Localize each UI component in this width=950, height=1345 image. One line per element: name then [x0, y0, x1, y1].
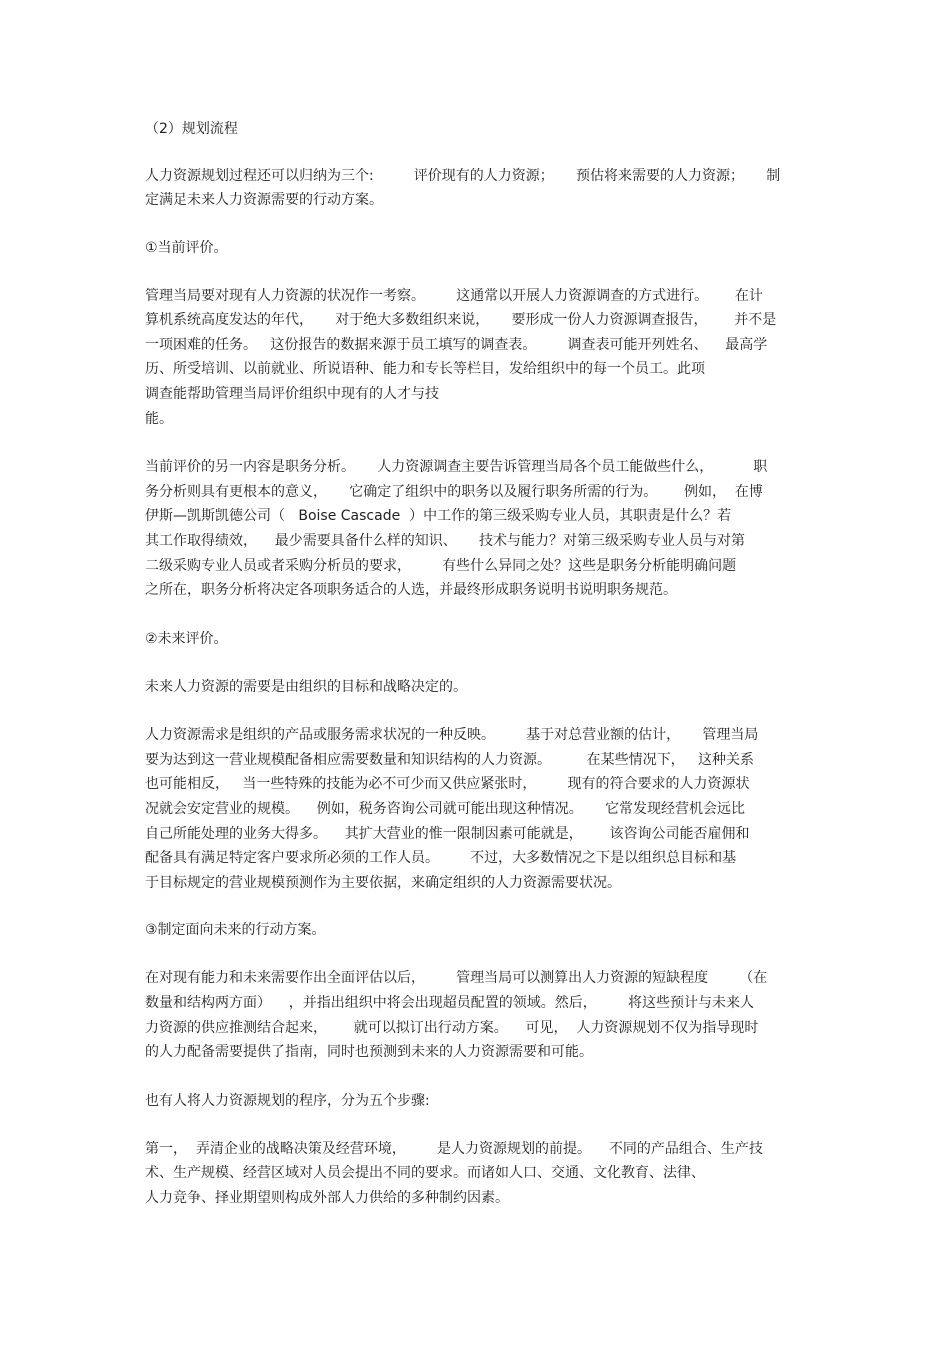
- paragraph-line: 在对现有能力和未来需要作出全面评估以后， 管理当局可以测算出人力资源的短缺程度 （在: [145, 970, 768, 986]
- paragraph-line: 定满足未来人力资源需要的行动方案。: [145, 192, 383, 208]
- paragraph-line: 未来人力资源的需要是由组织的目标和战略决定的。: [145, 679, 467, 695]
- section-heading: （2）规划流程: [145, 121, 238, 137]
- paragraph-line: 当前评价的另一内容是职务分析。 人力资源调查主要告诉管理当局各个员工能做些什么， 职: [145, 459, 768, 475]
- paragraph-line: 其工作取得绩效， 最少需要具备什么样的知识、 技术与能力？对第三级采购专业人员与对第: [145, 533, 746, 549]
- paragraph-line: 配备具有满足特定客户要求所必须的工作人员。 不过，大多数情况之下是以组织总目标和基: [145, 850, 737, 866]
- paragraph-line: 况就会安定营业的规模。 例如，税务咨询公司就可能出现这种情况。 它常发现经营机会远比: [145, 801, 746, 817]
- paragraph-line: 伊斯—凯斯凯德公司（ Boise Cascade ）中工作的第三级采购专业人员，其职责是什么？若: [145, 508, 732, 524]
- paragraph-line: 要为达到这一营业规模配备相应需要数量和知识结构的人力资源。 在某些情况下， 这种关系: [145, 752, 754, 768]
- paragraph-line: 人力竞争、择业期望则构成外部人力供给的多种制约因素。: [145, 1190, 509, 1206]
- paragraph-line: 算机系统高度发达的年代， 对于绝大多数组织来说， 要形成一份人力资源调查报告， 并不是: [145, 312, 777, 328]
- paragraph-line: 力资源的供应推测结合起来， 就可以拟订出行动方案。 可见， 人力资源规划不仅为指导现时: [145, 1020, 759, 1036]
- paragraph-line: 自己所能处理的业务大得多。 其扩大营业的惟一限制因素可能就是， 该咨询公司能否雇佣和: [145, 826, 750, 842]
- paragraph-line: 于目标规定的营业规模预测作为主要依据，来确定组织的人力资源需要状况。: [145, 875, 621, 891]
- paragraph-line: 术、生产规模、经营区域对人员会提出不同的要求。而诸如人口、交通、文化教育、法律、: [145, 1165, 705, 1181]
- paragraph-line: 能。: [145, 411, 173, 427]
- paragraph-line: 一项困难的任务。 这份报告的数据来源于员工填写的调查表。 调查表可能开列姓名、 最高学: [145, 337, 768, 353]
- paragraph-line: 二级采购专业人员或者采购分析员的要求， 有些什么异同之处？这些是职务分析能明确问题: [145, 558, 737, 574]
- paragraph-line: 也可能相反， 当一些特殊的技能为必不可少而又供应紧张时， 现有的符合要求的人力资源状: [145, 776, 750, 792]
- paragraph-line: 数量和结构两方面） ，并指出组织中将会出现超员配置的领域。然后， 将这些预计与未来人: [145, 995, 754, 1011]
- paragraph-line: 的人力配备需要提供了指南，同时也预测到未来的人力资源需要和可能。: [145, 1044, 593, 1060]
- paragraph-line: 之所在，职务分析将决定各项职务适合的人选，并最终形成职务说明书说明职务规范。: [145, 582, 677, 598]
- paragraph-line: 管理当局要对现有人力资源的状况作一考察。 这通常以开展人力资源调查的方式进行。 在计: [145, 288, 763, 304]
- paragraph-line: 务分析则具有更根本的意义， 它确定了组织中的职务以及履行职务所需的行为。 例如， 在博: [145, 484, 763, 500]
- paragraph-line: 也有人将人力资源规划的程序，分为五个步骤:: [145, 1093, 430, 1109]
- subheading: ①当前评价。: [145, 240, 228, 256]
- paragraph-line: 调查能帮助管理当局评价组织中现有的人才与技: [145, 386, 439, 402]
- subheading: ③制定面向未来的行动方案。: [145, 922, 326, 938]
- paragraph-line: 第一， 弄清企业的战略决策及经营环境， 是人力资源规划的前提。 不同的产品组合、生产技: [145, 1141, 763, 1157]
- paragraph-line: 人力资源需求是组织的产品或服务需求状况的一种反映。 基于对总营业额的估计， 管理当局: [145, 727, 759, 743]
- paragraph-line: 历、所受培训、以前就业、所说语种、能力和专长等栏目，发给组织中的每一个员工。此项: [145, 361, 705, 377]
- subheading: ②未来评价。: [145, 631, 228, 647]
- paragraph-line: 人力资源规划过程还可以归纳为三个: 评价现有的人力资源； 预估将来需要的人力资源； 制: [145, 168, 781, 184]
